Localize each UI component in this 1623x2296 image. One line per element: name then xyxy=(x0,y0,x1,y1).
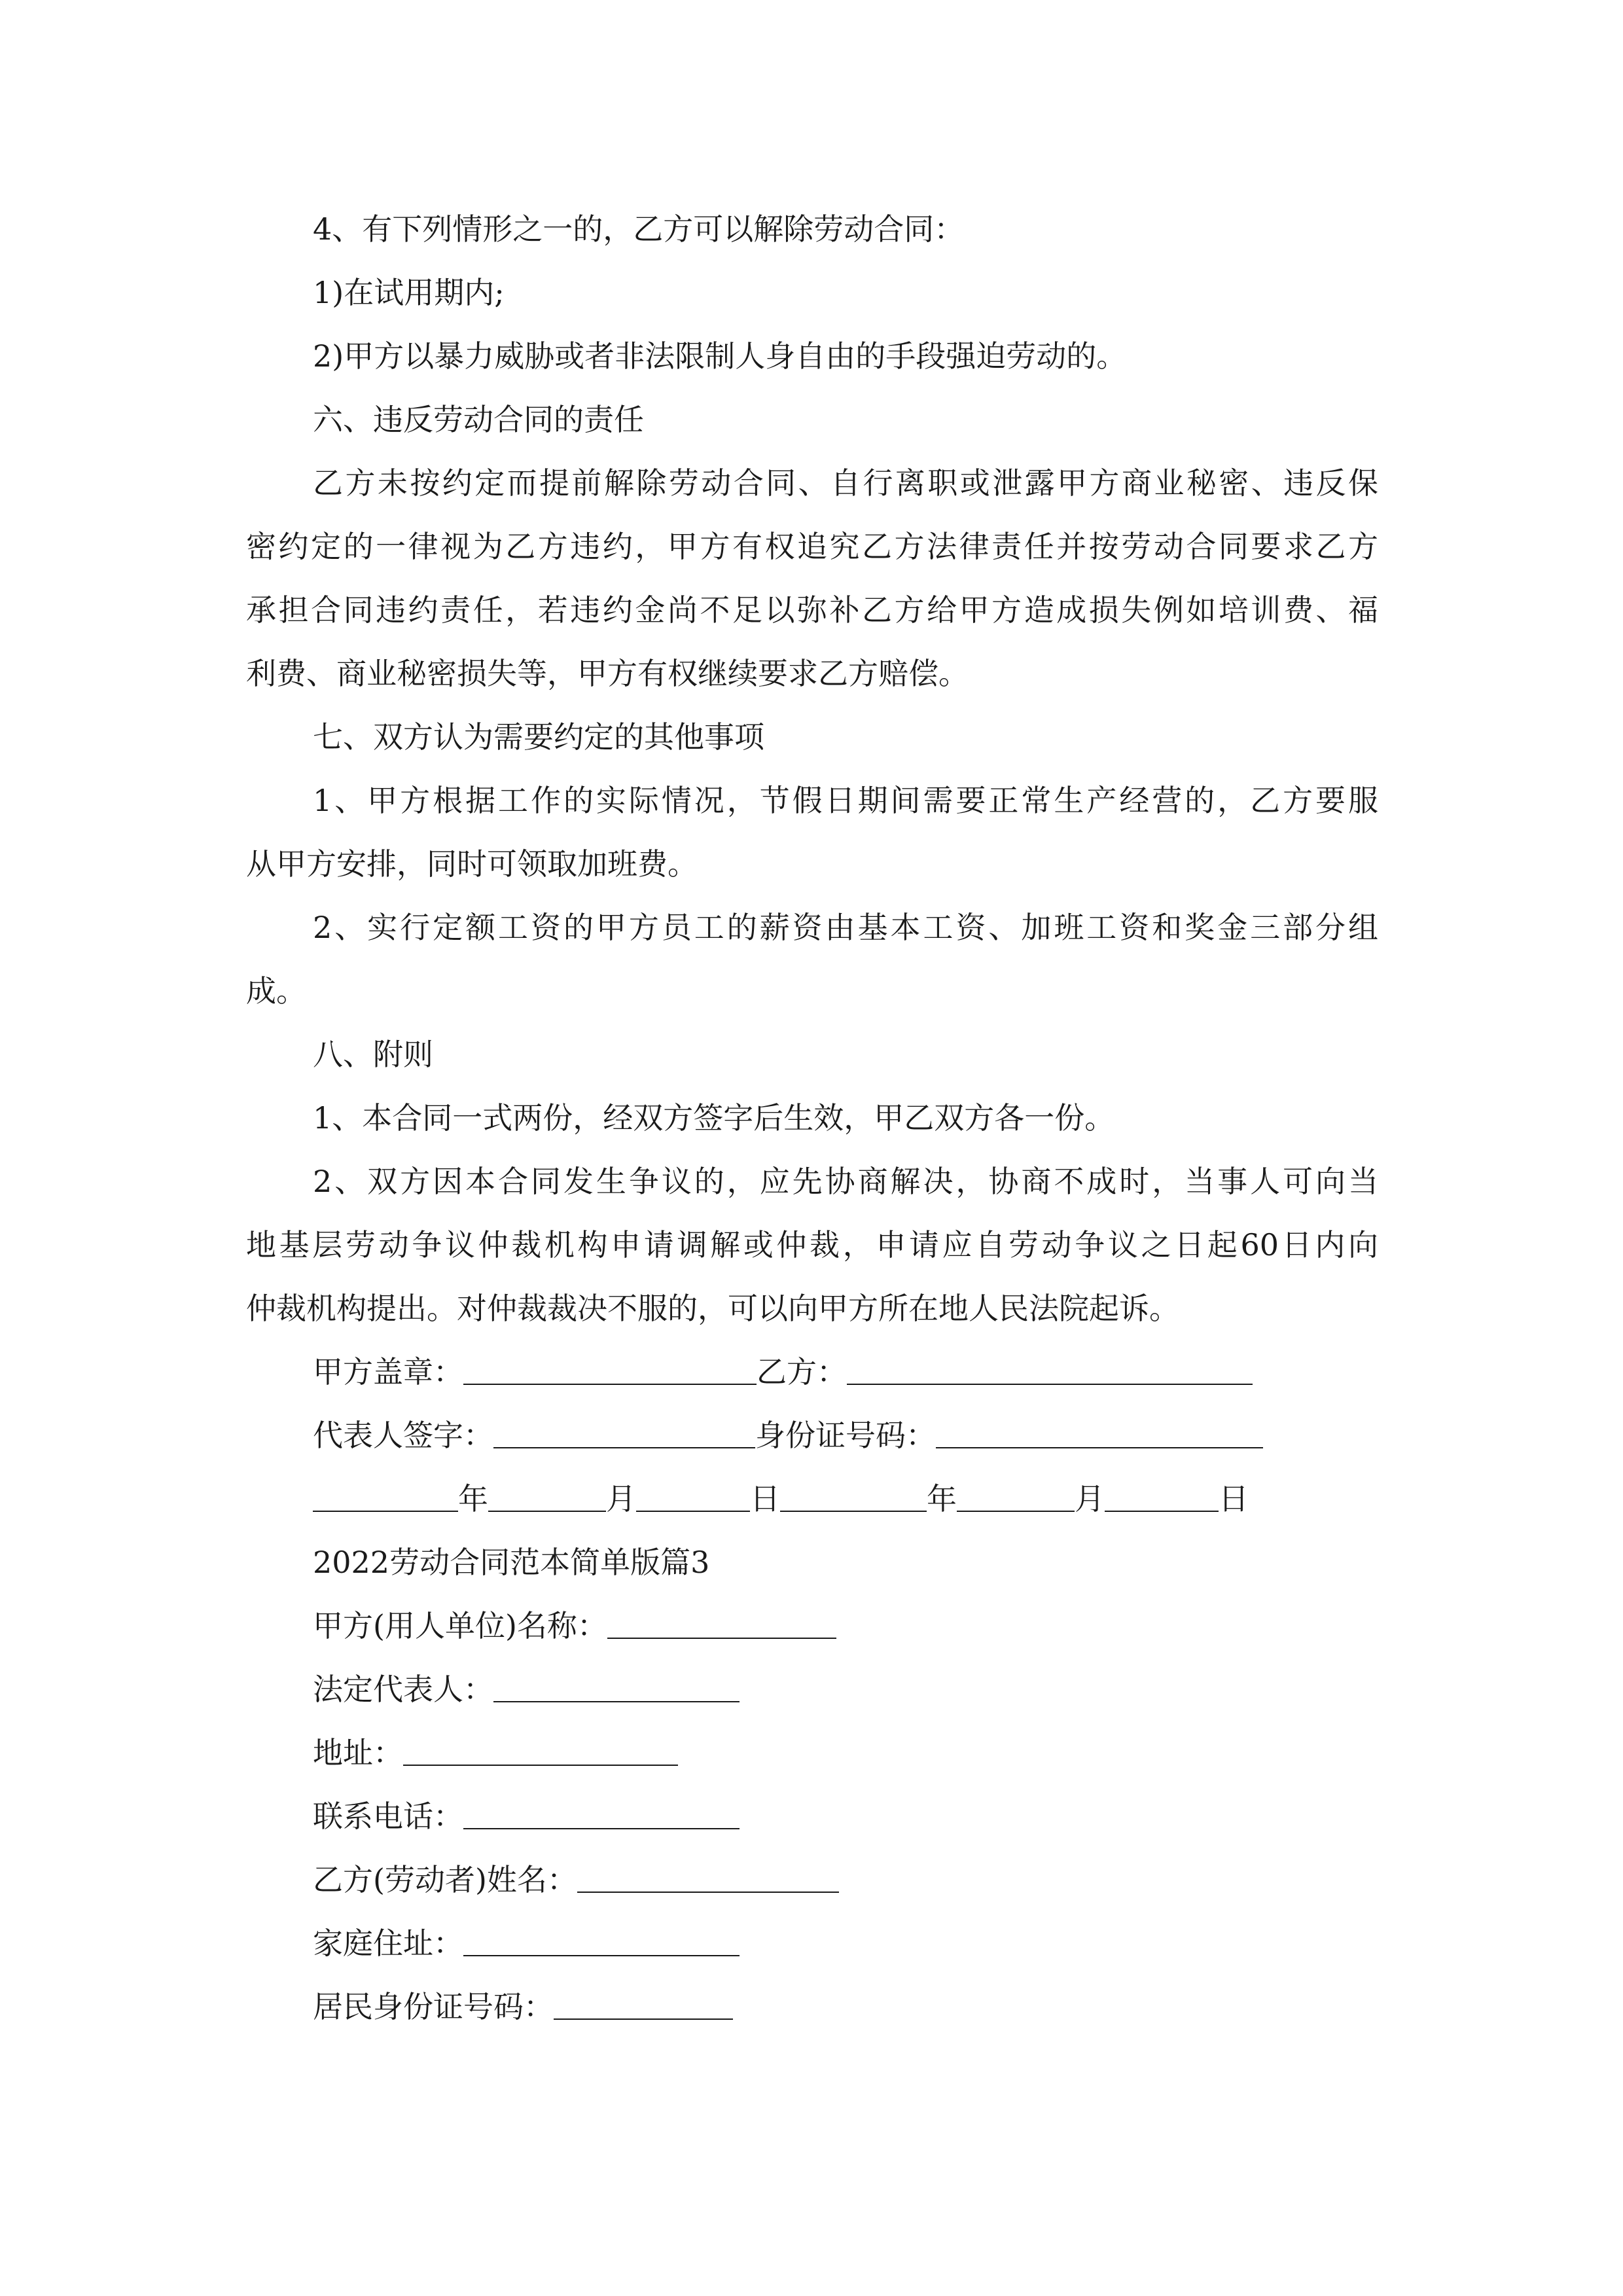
year-blank[interactable] xyxy=(313,1482,458,1512)
rep-signature-label: 代表人签字： xyxy=(313,1418,493,1453)
resident-id-row xyxy=(313,1987,733,2026)
contract-3-title: 2022劳动合同范本简单版篇3 xyxy=(313,1545,710,1580)
employee-name-label: 乙方(劳动者)姓名： xyxy=(313,1862,577,1897)
legal-rep-blank[interactable] xyxy=(493,1672,740,1702)
year-label: 年 xyxy=(458,1481,488,1516)
phone-label: 联系电话： xyxy=(313,1799,463,1834)
section-7-heading: 七、双方认为需要约定的其他事项 xyxy=(313,719,764,755)
employer-name-label: 甲方(用人单位)名称： xyxy=(313,1608,607,1643)
party-a-seal-label: 甲方盖章： xyxy=(313,1354,463,1390)
month-label: 月 xyxy=(606,1481,636,1516)
clause-4-heading: 4、有下列情形之一的，乙方可以解除劳动合同： xyxy=(313,211,965,247)
day-blank[interactable] xyxy=(1105,1482,1219,1512)
day-label: 日 xyxy=(750,1481,780,1516)
phone-blank[interactable] xyxy=(463,1799,740,1829)
phone-row xyxy=(313,1797,740,1836)
party-b-blank[interactable] xyxy=(847,1355,1253,1385)
legal-rep-label: 法定代表人： xyxy=(313,1672,493,1707)
employer-name-row xyxy=(313,1606,836,1645)
section-7-item-2-line: 成。 xyxy=(246,973,306,1009)
year-blank[interactable] xyxy=(780,1482,927,1512)
address-row xyxy=(313,1733,678,1772)
clause-4-item-1: 1)在试用期内; xyxy=(313,275,505,310)
day-blank[interactable] xyxy=(636,1482,750,1512)
section-7-item-1-line: 从甲方安排，同时可领取加班费。 xyxy=(246,846,698,882)
section-6-para-line: 承担合同违约责任，若违约金尚不足以弥补乙方给甲方造成损失例如培训费、福 xyxy=(246,592,1378,628)
id-number-blank[interactable] xyxy=(936,1418,1263,1448)
address-label: 地址： xyxy=(313,1735,403,1770)
home-address-label: 家庭住址： xyxy=(313,1926,463,1961)
section-7-item-2-line: 2、实行定额工资的甲方员工的薪资由基本工资、加班工资和奖金三部分组 xyxy=(313,910,1378,945)
month-blank[interactable] xyxy=(488,1482,606,1512)
day-label: 日 xyxy=(1219,1481,1249,1516)
party-a-seal-blank[interactable] xyxy=(463,1355,757,1385)
section-6-para-line: 密约定的一律视为乙方违约，甲方有权追究乙方法律责任并按劳动合同要求乙方 xyxy=(246,529,1378,564)
month-blank[interactable] xyxy=(957,1482,1075,1512)
legal-rep-row xyxy=(313,1670,740,1709)
employee-name-blank[interactable] xyxy=(577,1863,839,1893)
section-8-item-2-line: 仲裁机构提出。对仲裁裁决不服的，可以向甲方所在地人民法院起诉。 xyxy=(246,1291,1179,1326)
employer-name-blank[interactable] xyxy=(607,1609,836,1639)
section-6-heading: 六、违反劳动合同的责任 xyxy=(313,402,644,437)
section-8-item-2-line: 地基层劳动争议仲裁机构申请调解或仲裁，申请应自劳动争议之日起60日内向 xyxy=(246,1227,1378,1263)
section-8-item-2-line: 2、双方因本合同发生争议的，应先协商解决，协商不成时，当事人可向当 xyxy=(313,1164,1378,1199)
year-label: 年 xyxy=(927,1481,957,1516)
signature-row-1 xyxy=(313,1352,1253,1391)
address-blank[interactable] xyxy=(403,1736,678,1766)
section-6-para-line: 乙方未按约定而提前解除劳动合同、自行离职或泄露甲方商业秘密、违反保 xyxy=(313,465,1378,501)
employee-name-row xyxy=(313,1860,839,1899)
clause-4-item-2: 2)甲方以暴力威胁或者非法限制人身自由的手段强迫劳动的。 xyxy=(313,338,1127,374)
rep-signature-blank[interactable] xyxy=(493,1418,755,1448)
id-number-label: 身份证号码： xyxy=(755,1418,936,1453)
signature-row-2 xyxy=(313,1416,1263,1455)
section-8-heading: 八、附则 xyxy=(313,1037,433,1072)
party-b-label: 乙方： xyxy=(757,1354,847,1390)
resident-id-blank[interactable] xyxy=(554,1990,733,2020)
resident-id-label: 居民身份证号码： xyxy=(313,1989,554,2024)
date-row xyxy=(313,1479,1249,1518)
home-address-row xyxy=(313,1924,740,1963)
section-8-item-1: 1、本合同一式两份，经双方签字后生效，甲乙双方各一份。 xyxy=(313,1100,1115,1136)
section-6-para-line: 利费、商业秘密损失等，甲方有权继续要求乙方赔偿。 xyxy=(246,656,969,691)
month-label: 月 xyxy=(1075,1481,1105,1516)
section-7-item-1-line: 1、甲方根据工作的实际情况，节假日期间需要正常生产经营的，乙方要服 xyxy=(313,783,1378,818)
home-address-blank[interactable] xyxy=(463,1926,740,1956)
